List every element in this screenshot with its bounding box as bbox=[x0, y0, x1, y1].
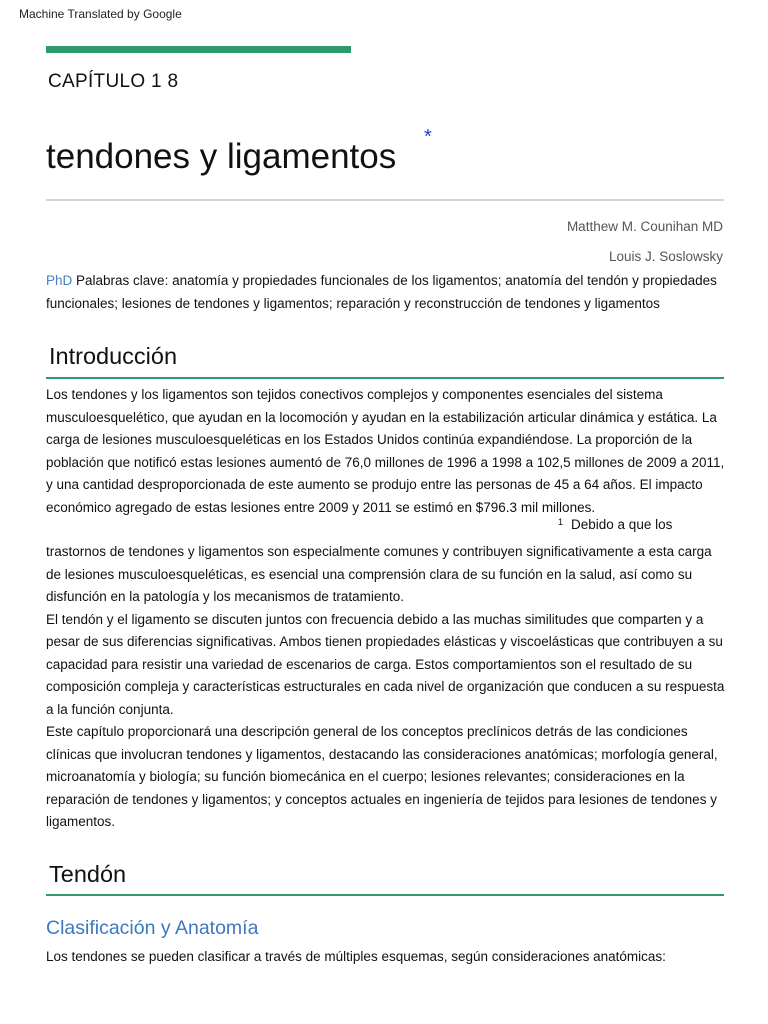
page-title: tendones y ligamentos bbox=[46, 137, 397, 176]
paragraph-text: Los tendones y los ligamentos son tejidos conectivos complejos y componentes esenciales del sistema musculoesquelético, que ayudan en la locomoción y ayudan en la estabilización articular dinámica y estática. La carga de lesiones musculoesqueléticas en los Estados Unidos continúa expandiéndose. La proporción de la población que notificó estas lesiones aumentó de 76,0 millones de 1996 a 1998 a 102,5 millones de 2009 a 2011, y una cantidad desproporcionada de este aumento se produjo entre las personas de 45 a 64 años. El impacto económico agregado de estas lesiones entre 2009 y 2011 se estimó en $796.3 mil millones. bbox=[46, 387, 725, 515]
chapter-label: CAPÍTULO 1 8 bbox=[48, 71, 179, 92]
paragraph-text: Los tendones se pueden clasificar a través de múltiples esquemas, según consideraciones anatómicas: bbox=[46, 949, 666, 964]
keywords-prefix: PhD bbox=[46, 273, 73, 288]
footnote-reference bbox=[558, 517, 672, 532]
title-divider bbox=[46, 199, 724, 201]
intro-paragraph-1 bbox=[46, 384, 726, 519]
author-2: Louis J. Soslowsky bbox=[608, 249, 723, 264]
subsection-title-clasificacion: Clasificación y Anatomía bbox=[46, 917, 259, 939]
chapter-accent-bar bbox=[46, 46, 351, 53]
section-title-introduccion: Introducción bbox=[49, 343, 178, 369]
keywords-text: Palabras clave: anatomía y propiedades funcionales de los ligamentos; anatomía del tendón y propiedades funcionales; lesiones de tendones y ligamentos; reparación y reconstrucción de tendones y ligamentos bbox=[46, 273, 717, 311]
intro-paragraph-3: El tendón y el ligamento se discuten juntos con frecuencia debido a las muchas similitudes que comparten y a pesar de sus diferencias significativas. Ambos tienen propiedades elásticas y viscoelásticas que contribuyen a su capacidad para resistir una variedad de escenarios de carga. Estos comportamientos son el resultado de su composición compleja y características estructurales en cada nivel de organización que conducen a su respuesta a la función conjunta. bbox=[46, 611, 725, 717]
section-divider-tendon bbox=[46, 894, 724, 896]
author-1: Matthew M. Counihan MD bbox=[566, 219, 723, 234]
section-divider-introduccion bbox=[46, 377, 724, 379]
intro-paragraphs-continued bbox=[46, 541, 726, 834]
footnote-number[interactable]: 1 bbox=[558, 517, 564, 527]
intro-paragraph-4: Este capítulo proporcionará una descripción general de los conceptos preclínicos detrás de las condiciones clínicas que involucran tendones y ligamentos, destacando las consideraciones anatómicas; morfología general, microanatomía y biología; su función biomecánica en el cuerpo; lesiones relevantes; consideraciones en la reparación de tendones y ligamentos; y conceptos actuales en ingeniería de tejidos para lesiones de tendones y ligamentos. bbox=[46, 724, 718, 829]
footnote-lead-text: Debido a que los bbox=[571, 517, 673, 532]
translation-banner: Machine Translated by Google bbox=[19, 7, 182, 21]
title-footnote-marker[interactable]: * bbox=[424, 126, 432, 148]
section-title-tendon: Tendón bbox=[49, 861, 127, 887]
intro-paragraph-2: trastornos de tendones y ligamentos son especialmente comunes y contribuyen significativamente a esta carga de lesiones musculoesqueléticas, es esencial una comprensión clara de su función en la salud, así como su disfunción en la patología y los mecanismos de tratamiento. bbox=[46, 544, 712, 604]
tendon-paragraph-1 bbox=[46, 946, 726, 969]
keywords-block bbox=[46, 270, 766, 315]
